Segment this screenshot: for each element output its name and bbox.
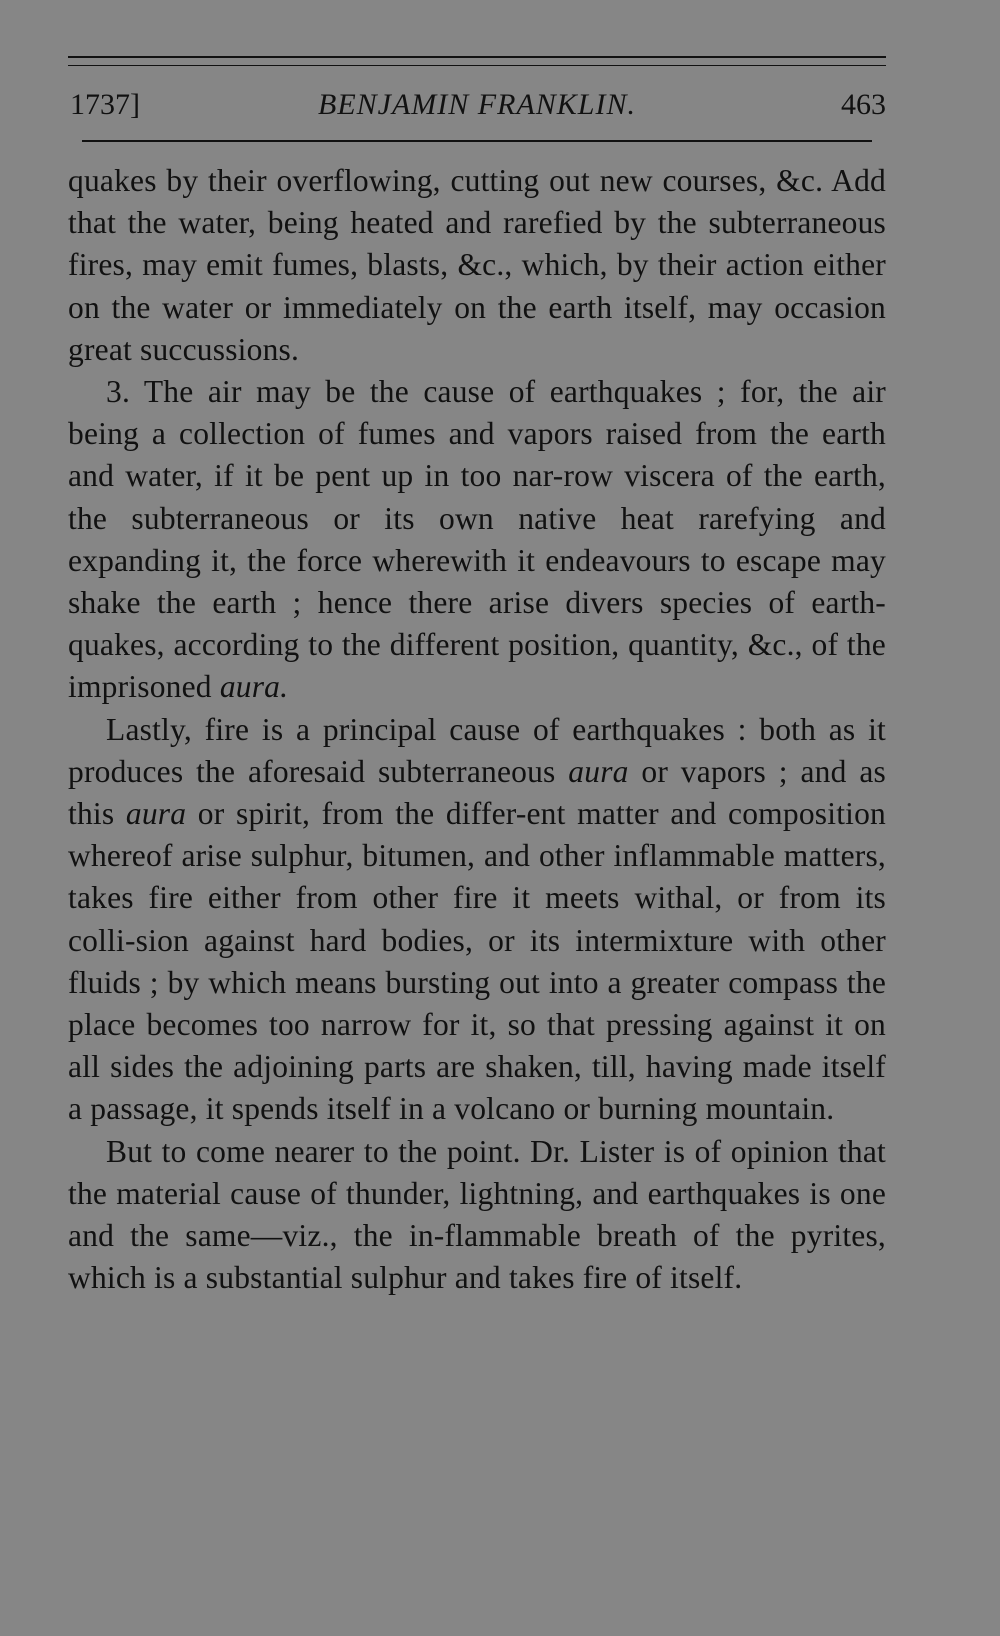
paragraph bbox=[68, 160, 886, 371]
paragraph-text: or vapors ; and as this bbox=[68, 753, 887, 832]
paragraph-text: Lastly, fire is a principal cause of earthquakes : both as it produces the aforesaid subterraneous bbox=[68, 711, 886, 789]
italic-text: aura bbox=[568, 753, 629, 789]
paragraph bbox=[68, 371, 886, 709]
top-rule-thin bbox=[68, 65, 886, 66]
running-header bbox=[68, 82, 886, 140]
book-page bbox=[68, 56, 886, 1299]
paragraph bbox=[68, 1131, 886, 1300]
body-text bbox=[68, 160, 886, 1299]
page-number: 463 bbox=[841, 88, 886, 121]
top-double-rule bbox=[68, 56, 886, 66]
top-rule-thick bbox=[68, 56, 886, 58]
paragraph bbox=[68, 709, 886, 1131]
paragraph-text: 3. The air may be the cause of earthquakes ; for, the air being a collection of fumes and vapors raised from the earth and water, if it be pent up in too nar-row viscera of the earth, the subterraneous or its own native heat rarefying and expanding it, the force wherewith it endeavours to escape may shake the earth ; hence there arise divers species of earth-quakes, according to the different position, quantity, &c., of the imprisoned bbox=[68, 374, 886, 705]
italic-text: aura bbox=[125, 796, 187, 832]
header-rule bbox=[82, 140, 872, 142]
header-year: 1737] bbox=[70, 88, 140, 121]
paragraph-text: quakes by their overflowing, cutting out new courses, &c. Add that the water, being heated and rarefied by the subterraneous fires, may emit fumes, blasts, &c., which, by their action either on the water or immediately on the earth itself, may occasion great succussions. bbox=[68, 163, 886, 367]
paragraph-text: or spirit, from the differ-ent matter and composition whereof arise sulphur, bitumen, and other inflammable matters, takes fire either from other fire it meets withal, or from its colli-sion against hard bodies, or its intermixture with other fluids ; by which means bursting out into a greater compass the place becomes too narrow for it, so that pressing against it on all sides the adjoining parts are shaken, till, having made itself a passage, it spends itself in a volcano or burning mountain. bbox=[68, 796, 886, 1127]
paragraph-text: But to come nearer to the point. Dr. Lister is of opinion that the material cause of thunder, lightning, and earthquakes is one and the same—viz., the in-flammable breath of the pyrites, which is a substantial sulphur and takes fire of itself. bbox=[68, 1133, 886, 1296]
header-title: BENJAMIN FRANKLIN. bbox=[318, 88, 636, 121]
italic-text: aura. bbox=[219, 669, 289, 705]
